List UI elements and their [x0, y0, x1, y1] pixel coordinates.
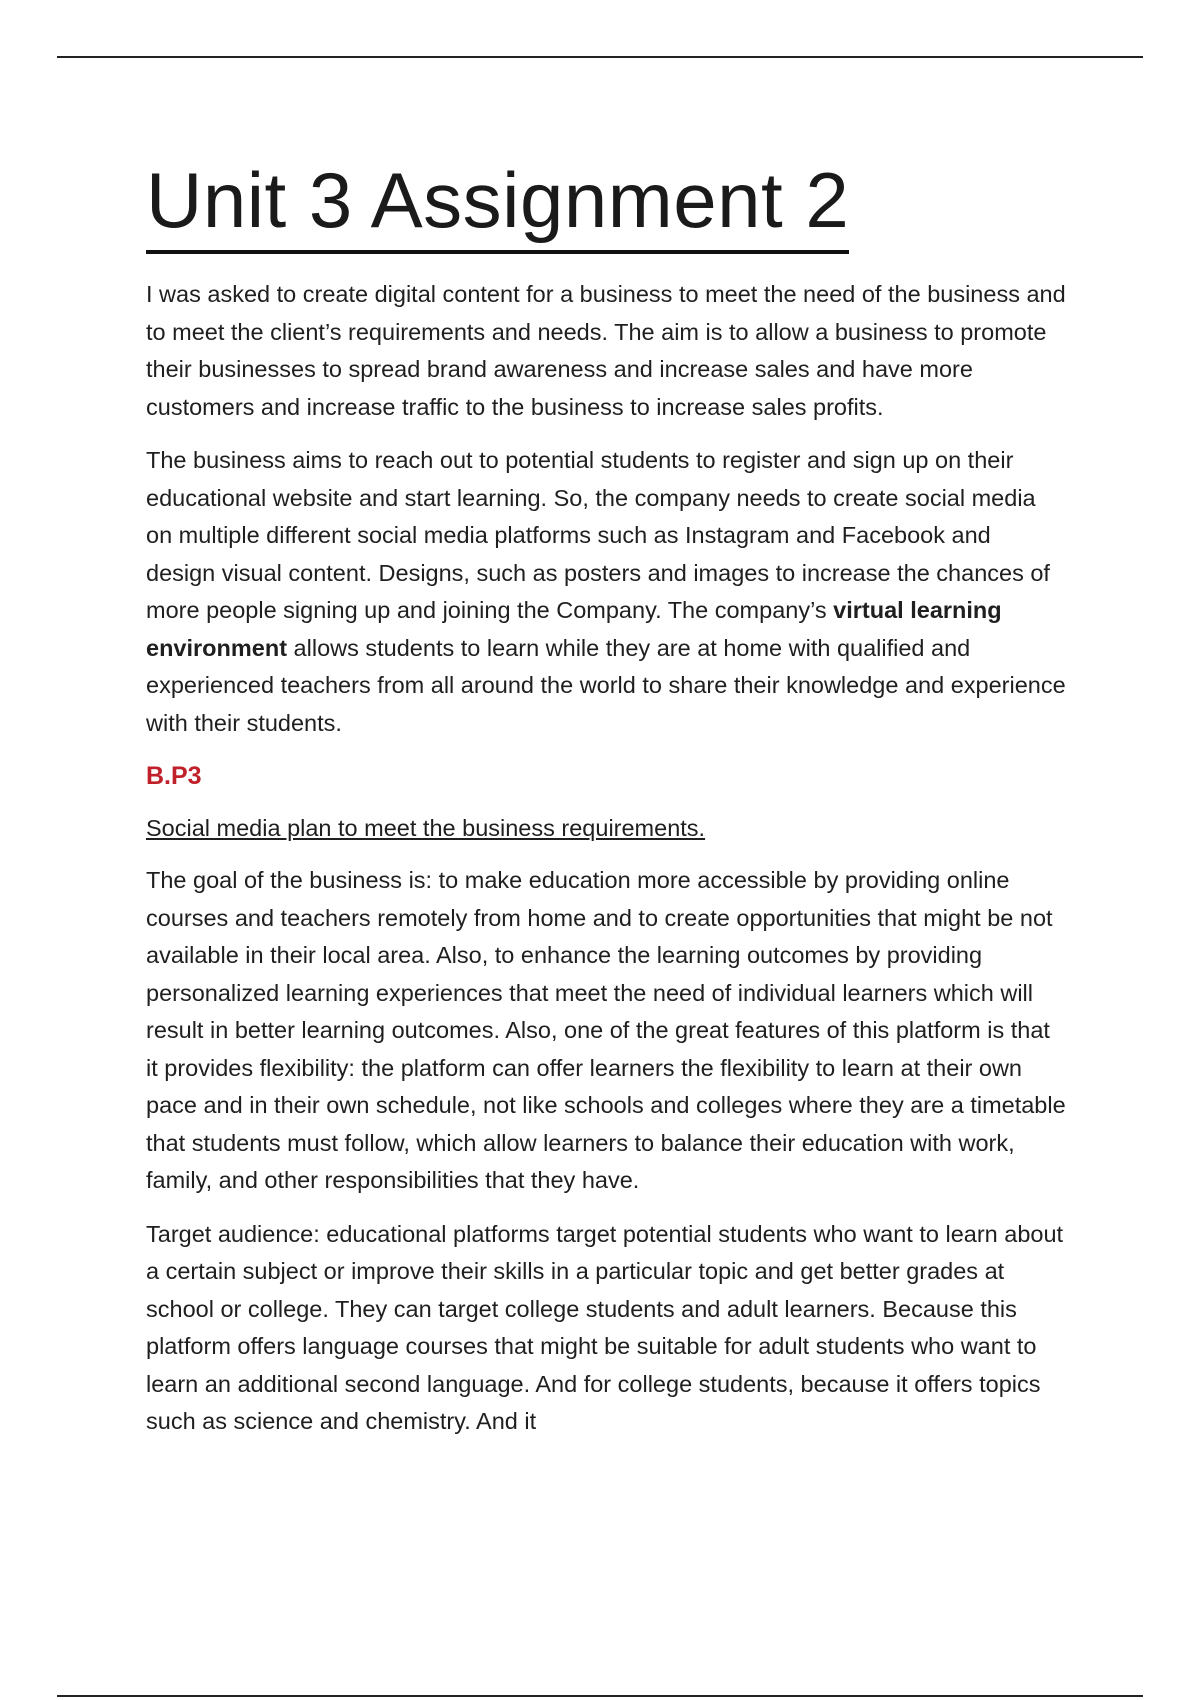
footer-rule	[57, 1695, 1143, 1697]
document-body	[146, 150, 1066, 1457]
business-aims-paragraph	[146, 442, 1066, 742]
intro-paragraph: I was asked to create digital content for a business to meet the need of the business and to meet the client’s requirements and needs. The aim is to allow a business to promote their businesses to spread brand awareness and increase sales and have more customers and increase traffic to the business to increase sales profits.	[146, 281, 1066, 420]
vle-bold-text: virtual learning environment	[146, 597, 1002, 661]
section-subheading: Social media plan to meet the business requirements.	[146, 815, 706, 841]
section-heading-bp3: B.P3	[146, 762, 202, 790]
business-aims-text-1: The business aims to reach out to potential students to register and sign up on their educational website and start learning. So, the company needs to create social media on multiple different social media platforms such as Instagram and Facebook and design visual content. Designs, such as posters and images to increase the chances of more people signing up and joining the Company. The company’s	[146, 447, 1050, 623]
target-audience-paragraph: Target audience: educational platforms target potential students who want to learn about a certain subject or improve their skills in a particular topic and get better grades at school or college. They can target college students and adult learners. Because this platform offers language courses that might be suitable for adult students who want to learn an additional second language. And for college students, because it offers topics such as science and chemistry. And it	[146, 1220, 1064, 1434]
business-goal-paragraph: The goal of the business is: to make education more accessible by providing online courses and teachers remotely from home and to create opportunities that might be not available in their local area. Also, to enhance the learning outcomes by providing personalized learning experiences that meet the need of individual learners which will result in better learning outcomes. Also, one of the great features of this platform is that it provides flexibility: the platform can offer learners the flexibility to learn at their own pace and in their own schedule, not like schools and colleges where they are a timetable that students must follow, which allow learners to balance their education with work, family, and other responsibilities that they have.	[146, 867, 1066, 1193]
document-title: Unit 3 Assignment 2	[146, 150, 849, 254]
header-rule	[57, 56, 1143, 58]
business-aims-text-2: allows students to learn while they are at home with qualified and experienced teachers from all around the world to share their knowledge and experience with their students.	[146, 634, 1066, 736]
